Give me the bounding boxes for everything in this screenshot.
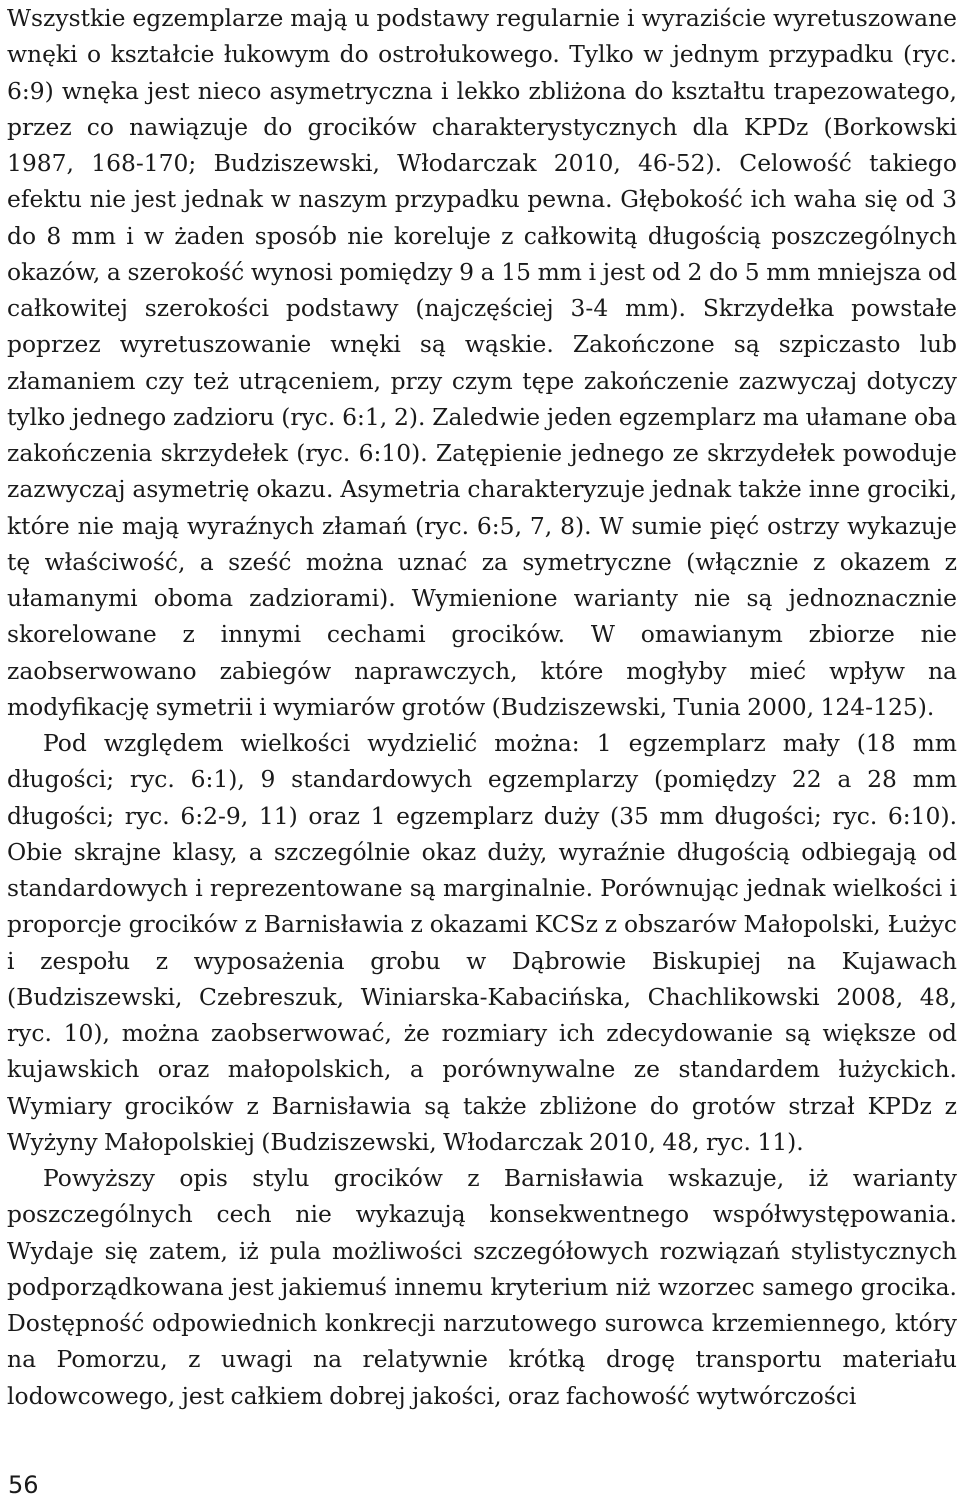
paragraph-arrowhead-style: Powyższy opis stylu grocików z Barnisławia wskazuje, iż warianty poszczególnych cech nie wykazują konsekwentnego współwystępowania. Wydaje się zatem, iż pula możliwości szczegółowych rozwiązań stylistycznych podporządkowana jest jakiemuś innemu kryterium niż wzorzec samego grocika. Dostępność odpowiednich konkrecji narzutowego surowca krzemiennego, który na Pomorzu, z uwagi na relatywnie krótką drogę transportu materiału lodowcowego, jest całkiem dobrej jakości, oraz fachowość wytwórczości bbox=[7, 1164, 957, 1410]
page-body bbox=[7, 0, 957, 1414]
paragraph-arrowhead-size: Pod względem wielkości wydzielić można: 1 egzemplarz mały (18 mm długości; ryc. 6:1), 9 standardowych egzemplarzy (pomiędzy 22 a 28 mm długości; ryc. 6:2-9, 11) oraz 1 egzemplarz duży (35 mm długości; ryc. 6:10). Obie skrajne klasy, a szczególnie okaz duży, wyraźnie długością odbiegają od standardowych i reprezentowane są marginalnie. Porównując jednak wielkości i proporcje grocików z Barnisławia z okazami KCSz z obszarów Małopolski, Łużyc i zespołu z wyposażenia grobu w Dąbrowie Biskupiej na Kujawach (Budziszewski, Czebreszuk, Winiarska-Kabacińska, Chachlikowski 2008, 48, ryc. 10), można zaobserwować, że rozmiary ich zdecydowanie są większe od kujawskich oraz małopolskich, a porównywalne ze standardem łużyckich. Wymiary grocików z Barnisławia są także zbliżone do grotów strzał KPDz z Wyżyny Małopolskiej (Budziszewski, Włodarczak 2010, 48, ryc. 11). bbox=[7, 729, 957, 1156]
paragraph-arrowhead-notches: Wszystkie egzemplarze mają u podstawy regularnie i wyraziście wyretuszowane wnęki o kształcie łukowym do ostrołukowego. Tylko w jednym przypadku (ryc. 6:9) wnęka jest nieco asymetryczna i lekko zbliżona do kształtu trapezowatego, przez co nawiązuje do grocików charakterystycznych dla KPDz (Borkowski 1987, 168-170; Budziszewski, Włodarczak 2010, 46-52). Celowość takiego efektu nie jest jednak w naszym przypadku pewna. Głębokość ich waha się od 3 do 8 mm i w żaden sposób nie koreluje z całkowitą długością poszczególnych okazów, a szerokość wynosi pomiędzy 9 a 15 mm i jest od 2 do 5 mm mniejsza od całkowitej szerokości podstawy (najczęściej 3-4 mm). Skrzydełka powstałe poprzez wyretuszowanie wnęki są wąskie. Zakończone są szpiczasto lub złamaniem czy też utrąceniem, przy czym tępe zakończenie zazwyczaj dotyczy tylko jednego zadzioru (ryc. 6:1, 2). Zaledwie jeden egzemplarz ma ułamane oba zakończenia skrzydełek (ryc. 6:10). Zatępienie jednego ze skrzydełek powoduje zazwyczaj asymetrię okazu. Asymetria charakteryzuje jednak także inne grociki, które nie mają wyraźnych złamań (ryc. 6:5, 7, 8). W sumie pięć ostrzy wykazuje tę właściwość, a sześć można uznać za symetryczne (włącznie z okazem z ułamanymi oboma zadziorami). Wymienione warianty nie są jednoznacznie skorelowane z innymi cechami grocików. W omawianym zbiorze nie zaobserwowano zabiegów naprawczych, które mogłyby mieć wpływ na modyfikację symetrii i wymiarów grotów (Budziszewski, Tunia 2000, 124-125). bbox=[7, 4, 957, 721]
page-number: 56 bbox=[8, 1471, 39, 1499]
